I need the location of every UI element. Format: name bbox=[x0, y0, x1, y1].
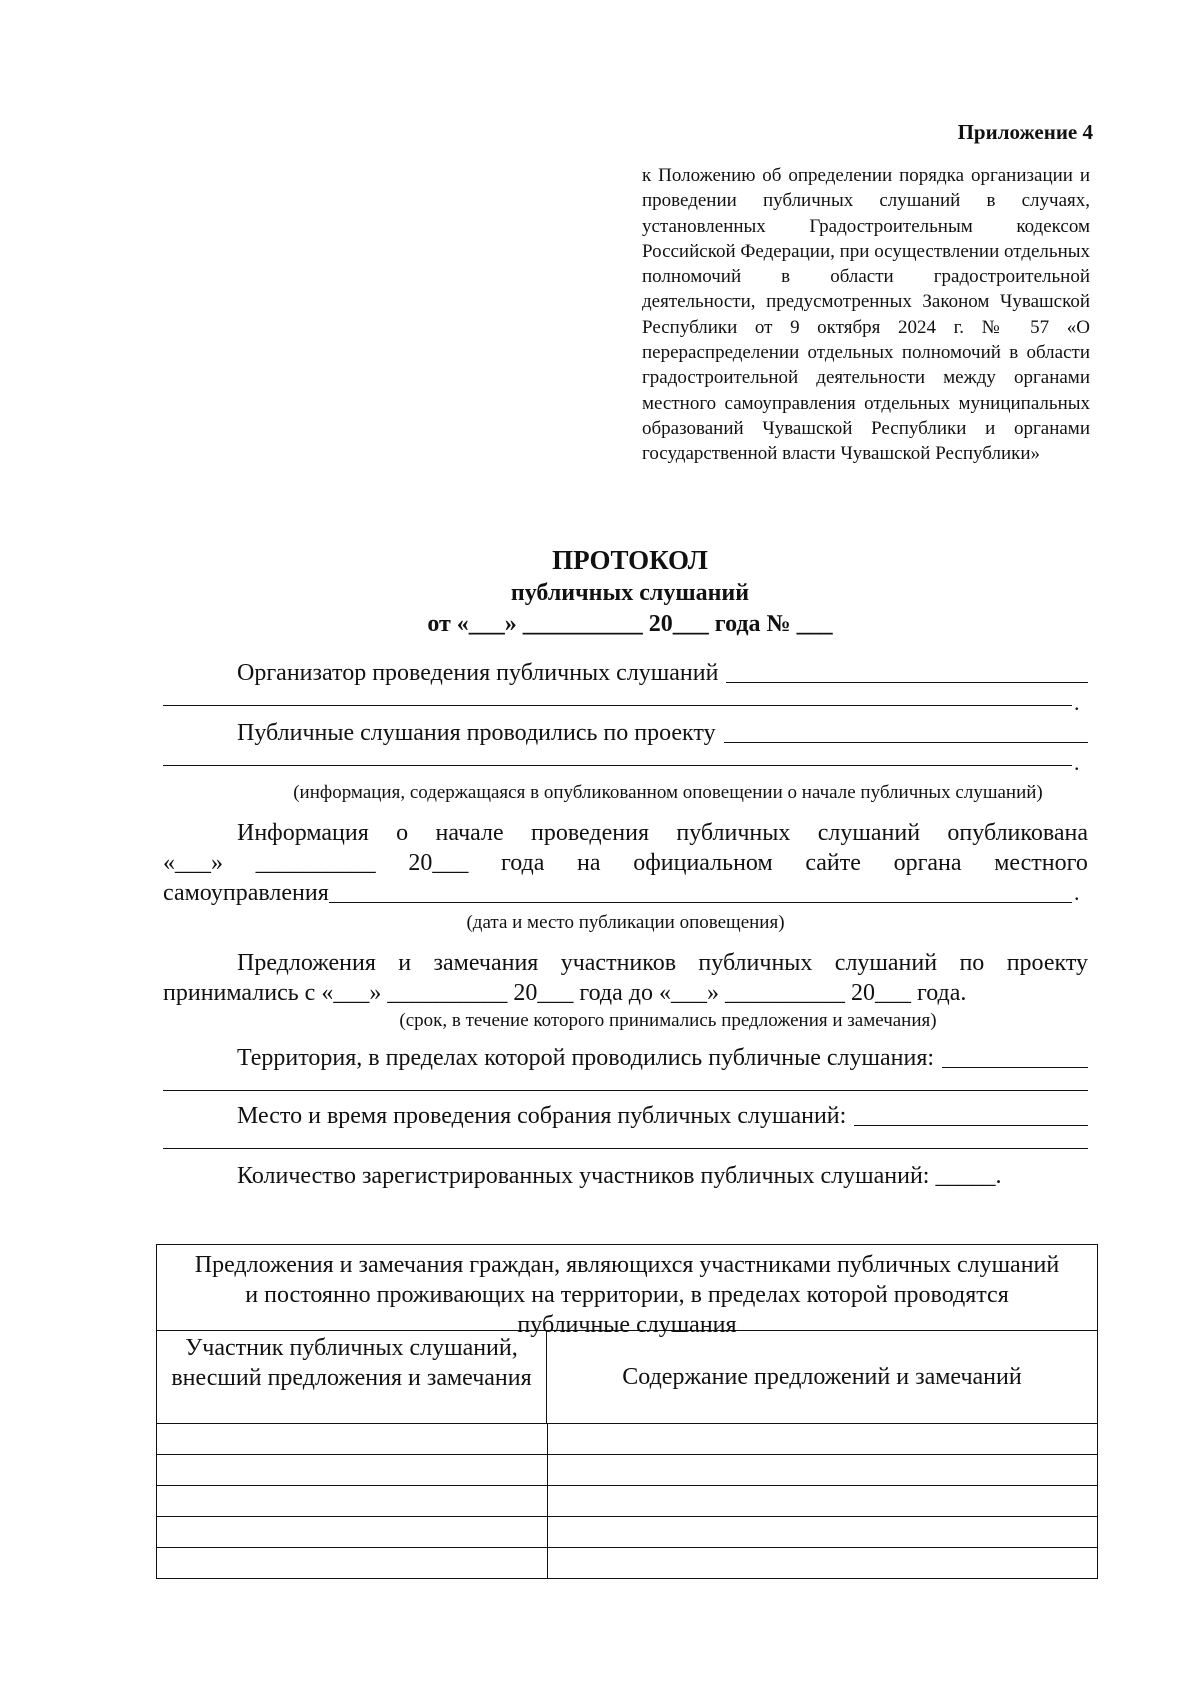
info-line-1-text: Информация о начале проведения публичных слушаний опубликована bbox=[237, 820, 1088, 846]
appendix-reference-text: к Положению об определении порядка организации и проведении публичных слушаний в случаях, установленных Градостроительным кодексом Российской Федерации, при осуществлении отдельных полномочий в области градостроительной деятельности, предусмотренных Законом Чувашской Республики от 9 октября 2024 г. № 57 «О перераспределении отдельных полномочий в области градостроительной деятельности между органами местного самоуправления отдельных муниципальных образований Чувашской Республики и органами государственной власти Чувашской Республики» bbox=[642, 165, 1091, 465]
info-word: органа bbox=[893, 850, 962, 876]
project-blank[interactable] bbox=[724, 720, 1088, 743]
column-participant: Участник публичных слушаний, внесший предложения и замечания bbox=[157, 1331, 547, 1423]
info-line-3 bbox=[163, 880, 1072, 907]
table-row bbox=[157, 1517, 1097, 1548]
info-month-blank[interactable]: __________ bbox=[255, 850, 376, 876]
count-label: Количество зарегистрированных участников публичных слушаний: bbox=[237, 1163, 930, 1189]
organizer-blank[interactable] bbox=[726, 660, 1088, 683]
table-column-headers bbox=[157, 1331, 1097, 1424]
project-field bbox=[163, 720, 1088, 747]
info-period: . bbox=[1074, 880, 1080, 905]
table-cell[interactable] bbox=[157, 1424, 548, 1454]
info-day-blank[interactable]: «___» bbox=[163, 850, 223, 876]
project-blank-line-2[interactable] bbox=[163, 765, 1072, 766]
proposals-line-1-text: Предложения и замечания участников публичных слушаний по проекту bbox=[237, 950, 1088, 976]
project-note: (информация, содержащаяся в опубликованном оповещении о начале публичных слушаний) bbox=[293, 782, 1043, 803]
table-cell[interactable] bbox=[157, 1455, 548, 1485]
info-word: года bbox=[500, 850, 545, 876]
place-time-blank[interactable] bbox=[854, 1103, 1088, 1126]
table-cell[interactable] bbox=[157, 1486, 548, 1516]
place-time-field bbox=[163, 1103, 1088, 1130]
territory-label: Территория, в пределах которой проводились публичные слушания: bbox=[237, 1045, 935, 1071]
project-period: . bbox=[1074, 750, 1080, 775]
organizer-field bbox=[163, 660, 1088, 687]
proposals-line-1 bbox=[163, 950, 1088, 977]
info-word: сайте bbox=[805, 850, 861, 876]
info-word: местного bbox=[994, 850, 1088, 876]
proposals-note: (срок, в течение которого принимались предложения и замечания) bbox=[399, 1010, 937, 1031]
info-year-blank[interactable]: 20___ bbox=[408, 850, 469, 876]
proposals-table bbox=[156, 1244, 1098, 1579]
proposals-line-2: принимались с «___» __________ 20___ года до «___» __________ 20___ года. bbox=[163, 980, 967, 1006]
place-time-blank-line-2[interactable] bbox=[163, 1148, 1088, 1149]
table-header: Предложения и замечания граждан, являющихся участниками публичных слушаний и постоянно проживающих на территории, в пределах которой проводятся публичные слушания bbox=[157, 1245, 1097, 1331]
territory-blank[interactable] bbox=[942, 1045, 1088, 1068]
table-cell[interactable] bbox=[548, 1455, 1097, 1485]
project-label: Публичные слушания проводились по проекту bbox=[237, 720, 716, 746]
place-time-label: Место и время проведения собрания публичных слушаний: bbox=[237, 1103, 847, 1129]
territory-blank-line-2[interactable] bbox=[163, 1090, 1088, 1091]
info-line-2 bbox=[163, 850, 1088, 877]
appendix-title: Приложение 4 bbox=[957, 120, 1093, 144]
info-note: (дата и место публикации оповещения) bbox=[466, 912, 785, 933]
table-cell[interactable] bbox=[548, 1486, 1097, 1516]
column-content: Содержание предложений и замечаний bbox=[622, 1363, 1022, 1390]
table-cell[interactable] bbox=[548, 1424, 1097, 1454]
organizer-period: . bbox=[1074, 690, 1080, 715]
table-row bbox=[157, 1424, 1097, 1455]
info-line-1 bbox=[163, 820, 1088, 847]
table-cell[interactable] bbox=[157, 1548, 548, 1578]
territory-field bbox=[163, 1045, 1088, 1072]
document-date-number-line: от «___» __________ 20___ года № ___ bbox=[427, 611, 833, 637]
table-cell[interactable] bbox=[548, 1548, 1097, 1578]
info-publication-blank[interactable] bbox=[329, 880, 1072, 903]
document-subtitle: публичных слушаний bbox=[510, 580, 750, 606]
organizer-label: Организатор проведения публичных слушаний bbox=[237, 660, 719, 686]
table-row bbox=[157, 1486, 1097, 1517]
info-line-3-text: самоуправления bbox=[163, 880, 329, 906]
table-cell[interactable] bbox=[548, 1517, 1097, 1547]
table-cell[interactable] bbox=[157, 1517, 548, 1547]
table-row bbox=[157, 1455, 1097, 1486]
document-title: ПРОТОКОЛ bbox=[552, 545, 708, 575]
table-row bbox=[157, 1548, 1097, 1578]
organizer-blank-line-2[interactable] bbox=[163, 705, 1072, 706]
count-field bbox=[163, 1163, 1088, 1190]
info-word: официальном bbox=[633, 850, 773, 876]
count-blank[interactable]: _____. bbox=[935, 1163, 1002, 1189]
info-word: на bbox=[577, 850, 601, 876]
